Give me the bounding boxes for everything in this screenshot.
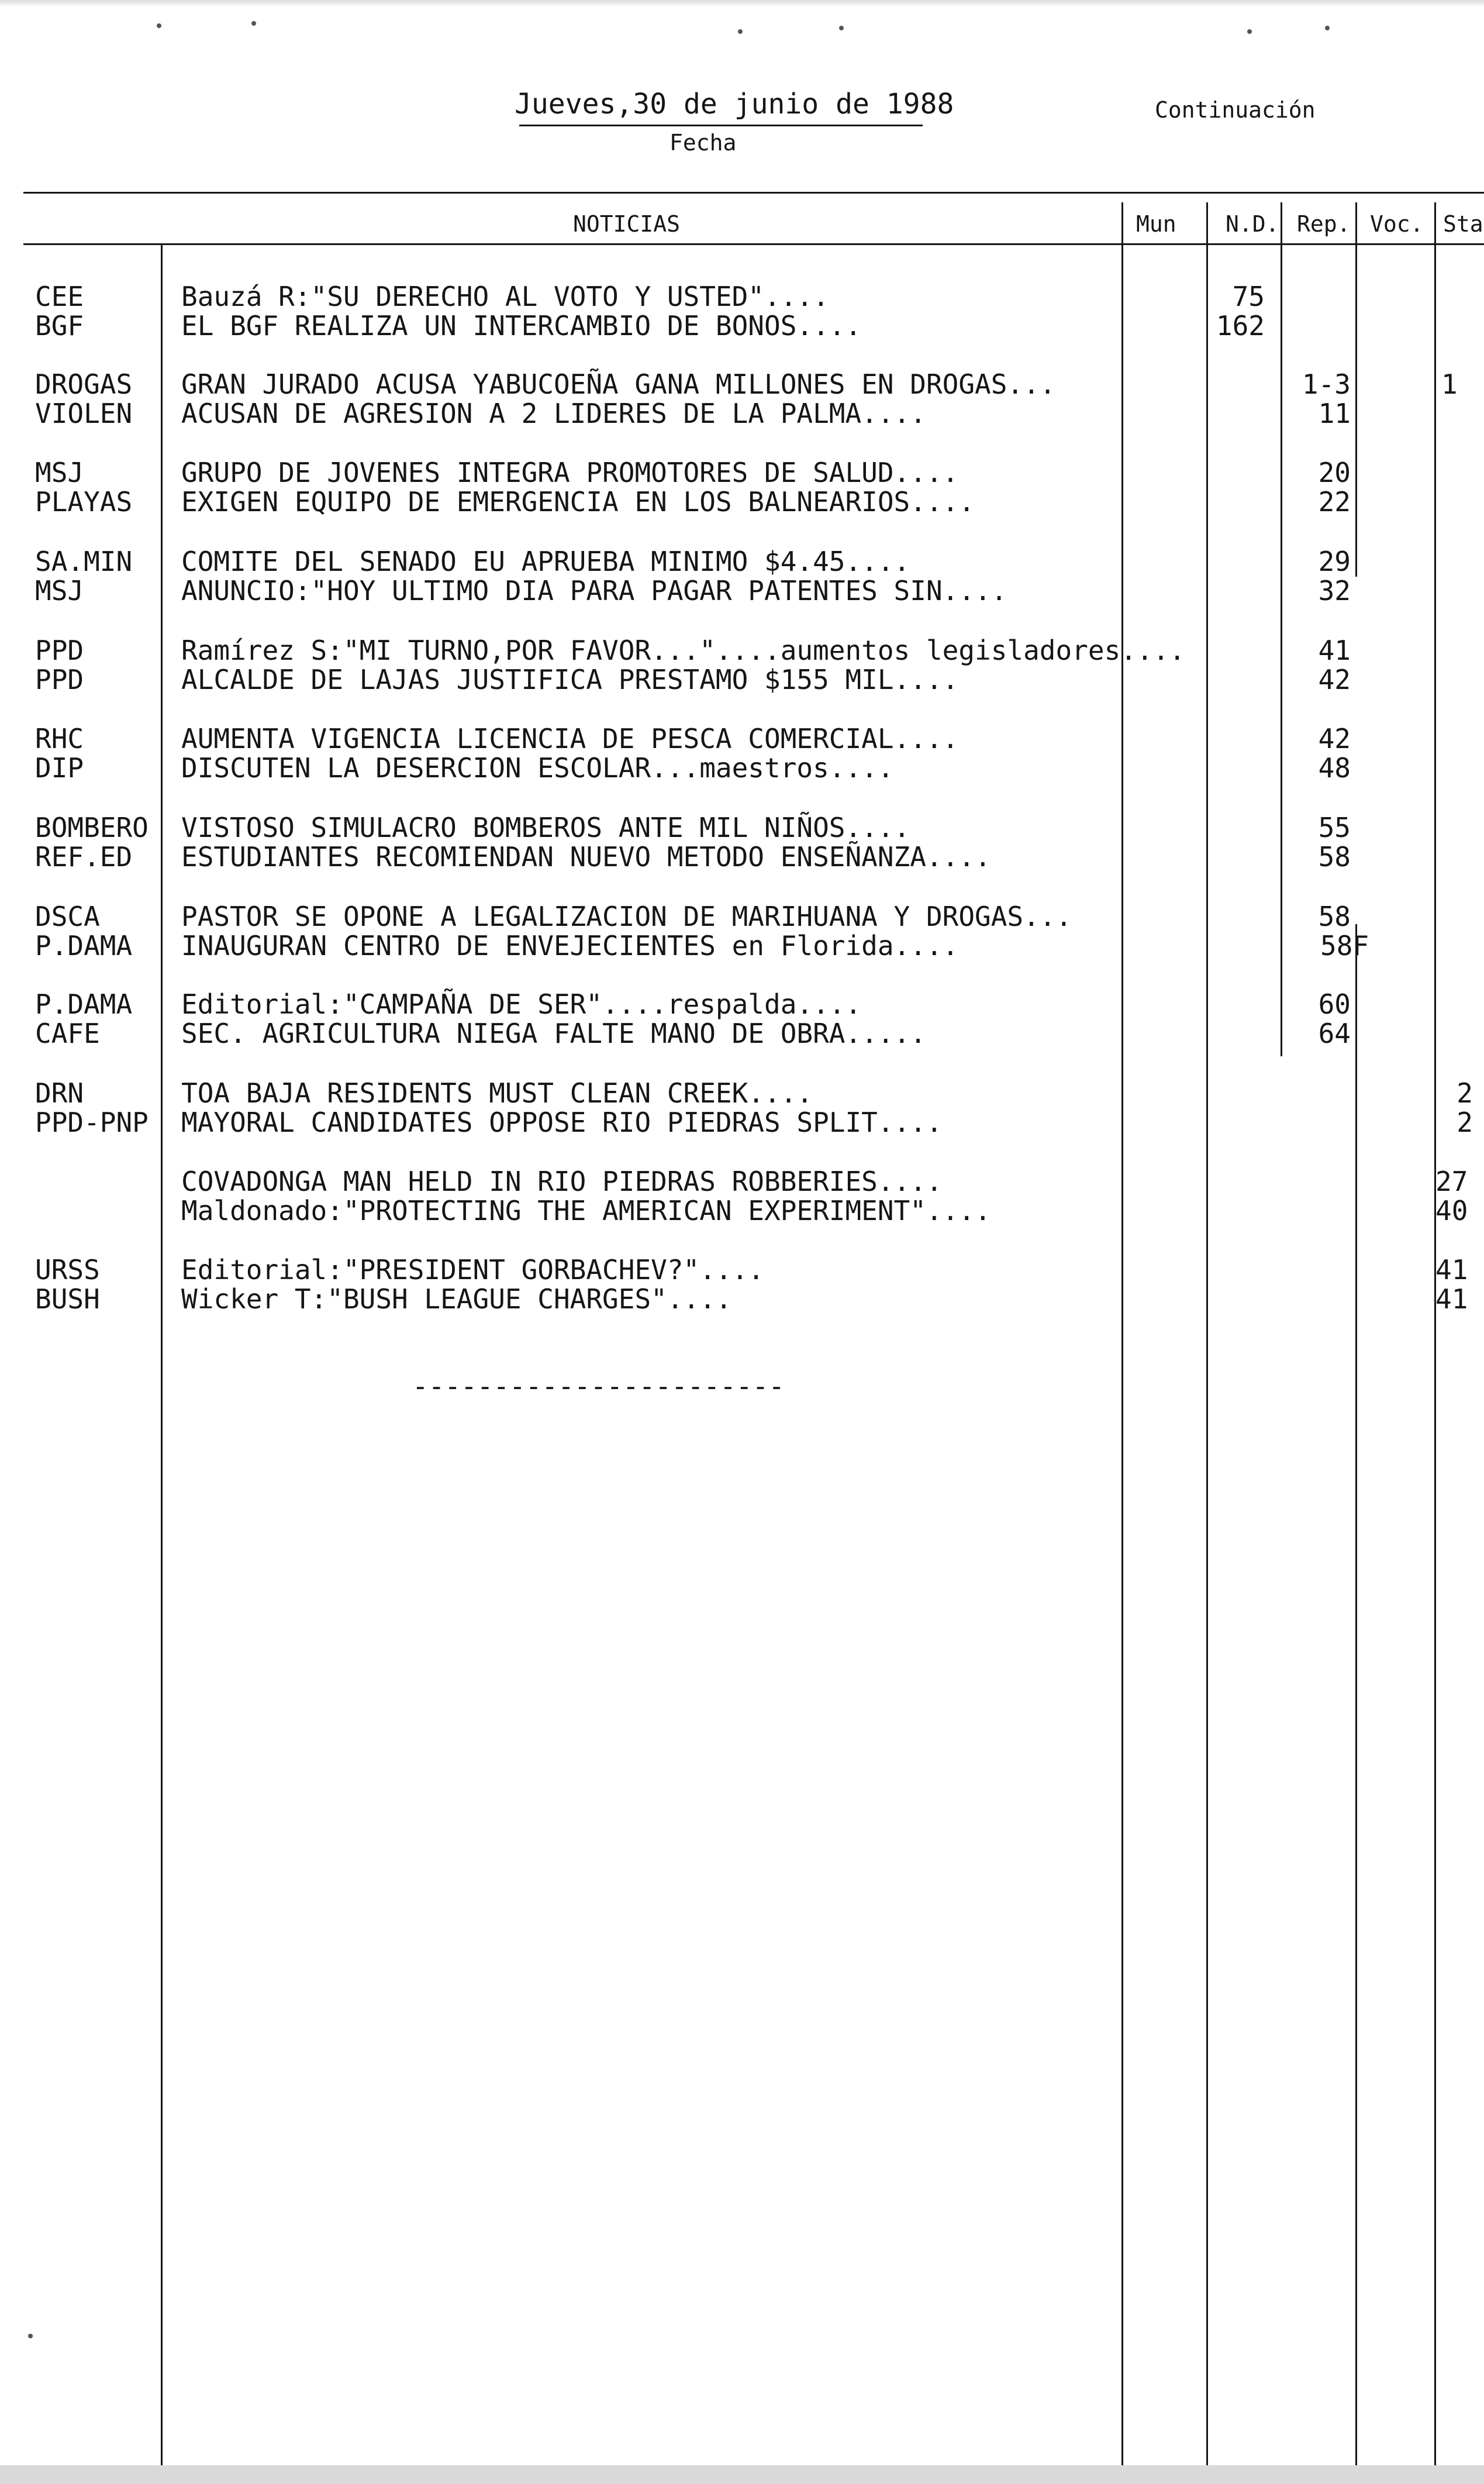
column-header-mun: Mun: [1136, 211, 1176, 237]
voc-column-divider: [1355, 924, 1357, 2465]
scan-speck: [839, 26, 844, 30]
column-header-sta: Sta: [1443, 211, 1483, 237]
table-top-rule: [23, 192, 1484, 194]
document-date: Jueves,30 de junio de 1988: [515, 88, 954, 120]
column-header-noticias: NOTICIAS: [573, 211, 681, 237]
row-headline: TOA BAJA RESIDENTS MUST CLEAN CREEK....: [181, 1077, 813, 1109]
row-headline: ALCALDE DE LAJAS JUSTIFICA PRESTAMO $155 MIL....: [181, 664, 959, 695]
row-headline: ANUNCIO:"HOY ULTIMO DIA PARA PAGAR PATENTES SIN....: [181, 575, 1007, 607]
row-headline: MAYORAL CANDIDATES OPPOSE RIO PIEDRAS SPLIT....: [181, 1107, 943, 1138]
row-star-value: 41: [1435, 1254, 1468, 1286]
row-tag: MSJ: [35, 575, 84, 607]
nd-column-divider: [1206, 202, 1208, 2465]
row-tag: PPD: [35, 635, 84, 666]
row-star-value: 27: [1435, 1166, 1468, 1197]
row-headline: COMITE DEL SENADO EU APRUEBA MINIMO $4.45....: [181, 546, 910, 577]
row-headline: VISTOSO SIMULACRO BOMBEROS ANTE MIL NIÑOS....: [181, 812, 910, 843]
row-headline: Wicker T:"BUSH LEAGUE CHARGES"....: [181, 1283, 732, 1315]
row-nd-value: 162: [1216, 310, 1265, 342]
row-headline: Editorial:"PRESIDENT GORBACHEV?"....: [181, 1254, 764, 1286]
row-rep-value: 58: [1318, 841, 1351, 873]
row-star-value: 2: [1457, 1077, 1473, 1109]
row-tag: DIP: [35, 752, 84, 784]
row-rep-value: 20: [1318, 457, 1351, 488]
row-tag: BUSH: [35, 1283, 100, 1315]
rep-column-divider-upper: [1355, 202, 1357, 577]
row-headline: ESTUDIANTES RECOMIENDAN NUEVO METODO ENSEÑANZA....: [181, 841, 991, 873]
row-headline: Ramírez S:"MI TURNO,POR FAVOR..."....aumentos legisladores....: [181, 635, 1186, 666]
date-caption: Fecha: [669, 130, 737, 156]
row-tag: CAFE: [35, 1018, 100, 1049]
scan-speck: [28, 2334, 33, 2338]
row-tag: RHC: [35, 723, 84, 754]
row-headline: Maldonado:"PROTECTING THE AMERICAN EXPERIMENT"....: [181, 1195, 991, 1227]
row-rep-value: 64: [1318, 1018, 1351, 1049]
row-rep-value: 58: [1318, 901, 1351, 932]
column-header-rep: Rep.: [1297, 211, 1351, 237]
scan-speck: [157, 23, 161, 28]
row-tag: CEE: [35, 281, 84, 312]
row-headline: COVADONGA MAN HELD IN RIO PIEDRAS ROBBERIES....: [181, 1166, 943, 1197]
scan-speck: [738, 29, 743, 34]
row-rep-value: 55: [1318, 812, 1351, 843]
date-underline: [519, 125, 923, 126]
row-headline: AUMENTA VIGENCIA LICENCIA DE PESCA COMERCIAL....: [181, 723, 959, 754]
row-rep-value: 11: [1318, 398, 1351, 429]
voc-star-divider: [1434, 202, 1436, 2465]
row-rep-value: 42: [1318, 664, 1351, 695]
row-rep-value: 1-3: [1302, 368, 1351, 400]
row-rep-value: 22: [1318, 486, 1351, 518]
tag-column-divider: [161, 243, 163, 2465]
row-nd-value: 75: [1232, 281, 1265, 312]
row-rep-value: 32: [1318, 575, 1351, 607]
row-headline: INAUGURAN CENTRO DE ENVEJECIENTES en Florida....: [181, 930, 959, 962]
row-tag: PPD: [35, 664, 84, 695]
row-headline: DISCUTEN LA DESERCION ESCOLAR...maestros....: [181, 752, 894, 784]
row-headline: EXIGEN EQUIPO DE EMERGENCIA EN LOS BALNEARIOS....: [181, 486, 975, 518]
row-headline: SEC. AGRICULTURA NIEGA FALTE MANO DE OBRA.....: [181, 1018, 926, 1049]
scan-speck: [1247, 29, 1252, 34]
row-headline: GRUPO DE JOVENES INTEGRA PROMOTORES DE SALUD....: [181, 457, 959, 488]
scan-speck: [251, 21, 256, 26]
row-tag: PLAYAS: [35, 486, 133, 518]
row-rep-value: 42: [1318, 723, 1351, 754]
row-tag: P.DAMA: [35, 930, 133, 962]
row-tag: PPD-PNP: [35, 1107, 149, 1138]
row-headline: PASTOR SE OPONE A LEGALIZACION DE MARIHUANA Y DROGAS...: [181, 901, 1072, 932]
row-tag: DRN: [35, 1077, 84, 1109]
row-headline: GRAN JURADO ACUSA YABUCOEÑA GANA MILLONES EN DROGAS...: [181, 368, 1056, 400]
scan-speck: [1325, 26, 1330, 30]
row-headline: Editorial:"CAMPAÑA DE SER"....respalda....: [181, 988, 862, 1020]
mun-column-divider: [1121, 202, 1123, 2465]
continuation-label: Continuación: [1155, 97, 1316, 123]
row-headline: ACUSAN DE AGRESION A 2 LIDERES DE LA PALMA....: [181, 398, 926, 429]
row-rep-value: 48: [1318, 752, 1351, 784]
row-tag: MSJ: [35, 457, 84, 488]
row-headline: Bauzá R:"SU DERECHO AL VOTO Y USTED"....: [181, 281, 829, 312]
column-header-nd: N.D.: [1226, 211, 1279, 237]
header-bottom-rule: [23, 243, 1484, 245]
row-rep-value: 60: [1318, 988, 1351, 1020]
row-star-value: 40: [1435, 1195, 1468, 1227]
row-star-value: 1: [1441, 368, 1458, 400]
row-star-value: 41: [1435, 1283, 1468, 1315]
row-tag: VIOLEN: [35, 398, 133, 429]
row-tag: REF.ED: [35, 841, 133, 873]
row-star-value: 2: [1457, 1107, 1473, 1138]
row-tag: BGF: [35, 310, 84, 342]
end-separator: -----------------------: [412, 1370, 785, 1402]
row-tag: P.DAMA: [35, 988, 133, 1020]
column-header-voc: Voc.: [1370, 211, 1424, 237]
row-tag: SA.MIN: [35, 546, 133, 577]
row-rep-value: 41: [1318, 635, 1351, 666]
scan-bottom-edge: [0, 2465, 1484, 2484]
row-headline: EL BGF REALIZA UN INTERCAMBIO DE BONOS....: [181, 310, 862, 342]
row-rep-value: 29: [1318, 546, 1351, 577]
row-tag: BOMBERO: [35, 812, 149, 843]
row-tag: DSCA: [35, 901, 100, 932]
row-rep-value: 58F: [1320, 930, 1369, 962]
scan-top-edge: [0, 0, 1484, 7]
row-tag: URSS: [35, 1254, 100, 1286]
row-tag: DROGAS: [35, 368, 133, 400]
